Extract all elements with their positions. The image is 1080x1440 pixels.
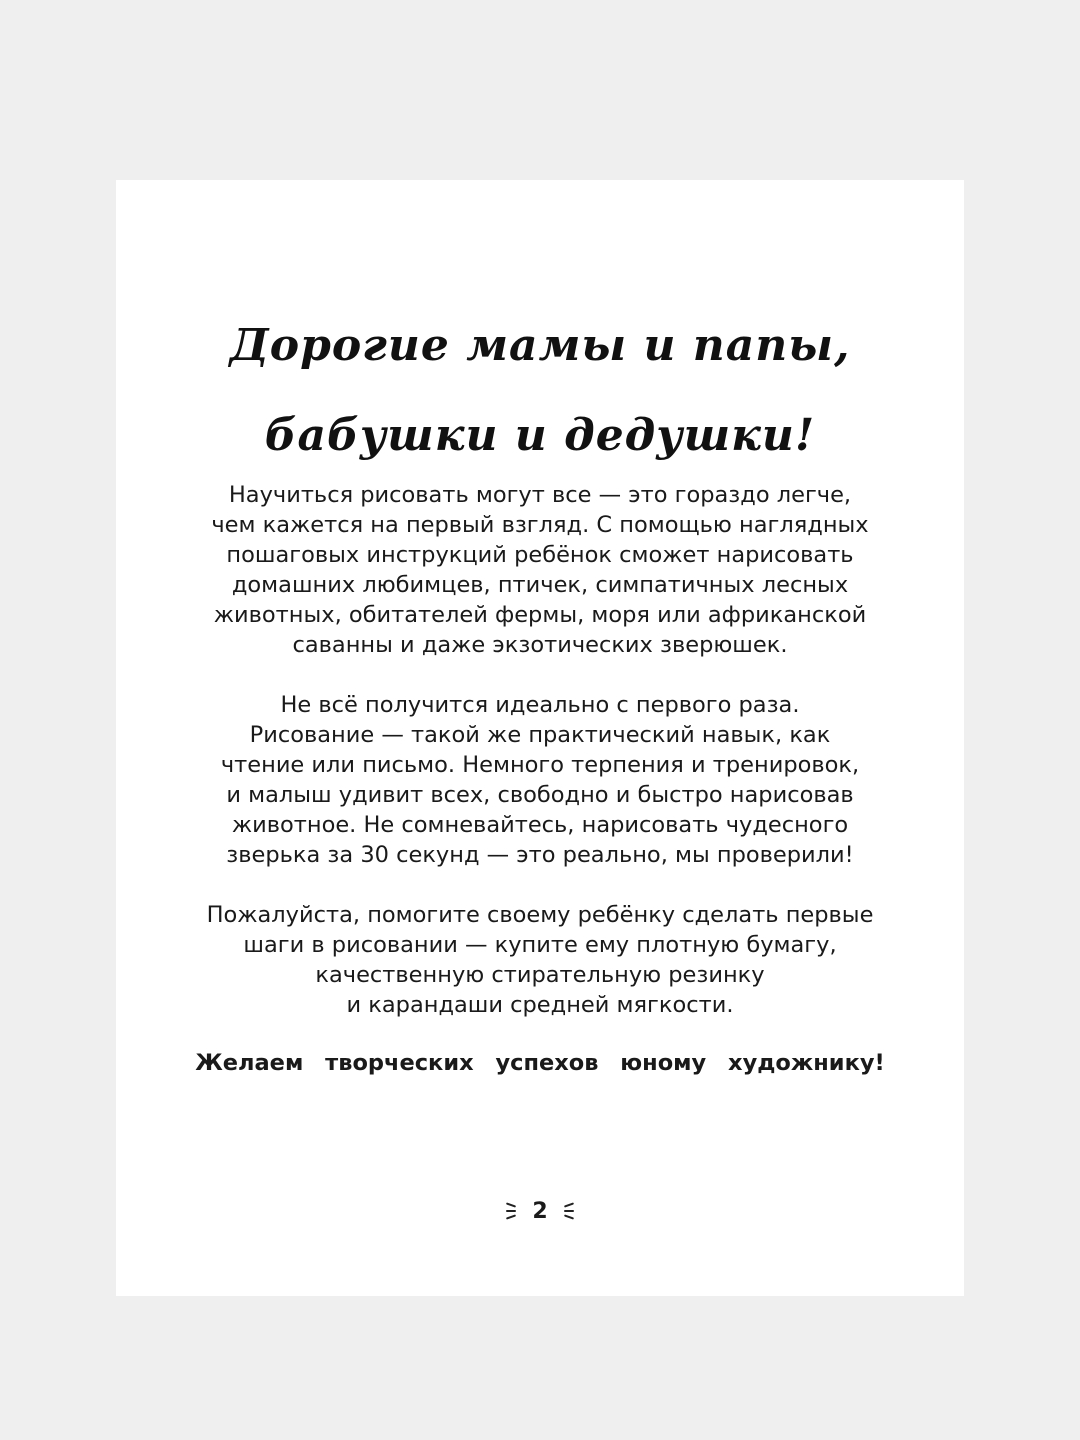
book-page xyxy=(116,180,964,1296)
title-line-2: бабушки и дедушки! xyxy=(264,410,816,461)
closing-wish: Желаем творческих успехов юному художнику! xyxy=(195,1050,885,1076)
title-line-1: Дорогие мамы и папы, xyxy=(229,320,851,371)
page-number-value: 2 xyxy=(532,1198,548,1224)
paragraph-practice: Не всё получится идеально с первого раза. Рисование — такой же практический навык, как чтение или письмо. Немного терпения и тренировок, и малыш удивит всех, свободно и быстро нарисовав животное. Не сомневайтесь, нарисовать чудесного зверька за 30 секунд — это реально, мы проверили! xyxy=(220,692,860,868)
page-number-decoration-right-icon xyxy=(561,1202,575,1220)
paragraph-intro: Научиться рисовать могут все — это гораздо легче, чем кажется на первый взгляд. С помощью наглядных пошаговых инструкций ребёнок сможет нарисовать домашних любимцев, птичек, симпатичных лесных животных, обитателей фермы, моря или африканской саванны и даже экзотических зверюшек. xyxy=(211,482,869,658)
paragraph-supplies: Пожалуйста, помогите своему ребёнку сделать первые шаги в рисовании — купите ему плотную бумагу, качественную стирательную резинку и карандаши средней мягкости. xyxy=(206,902,874,1018)
page-number xyxy=(116,1198,964,1224)
page-number-decoration-left-icon xyxy=(505,1202,519,1220)
